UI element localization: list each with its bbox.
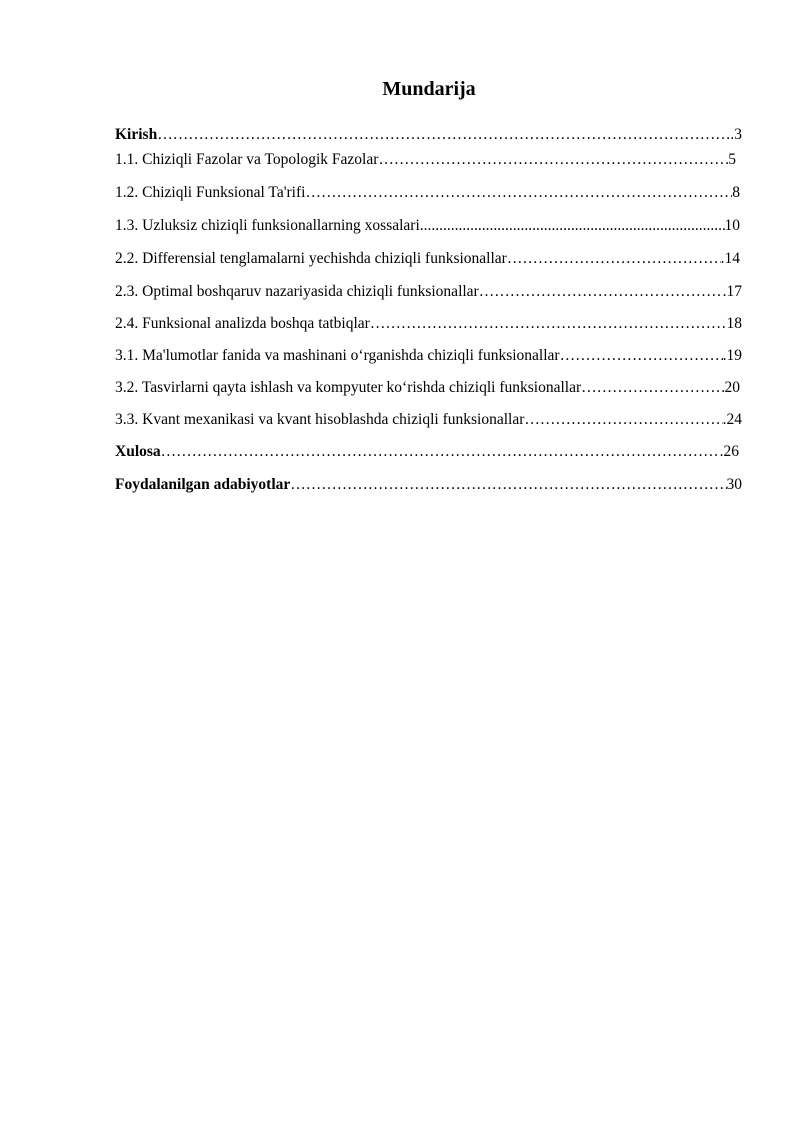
toc-entry-page: 30 (726, 476, 742, 493)
toc-entry-page: .24 (722, 411, 742, 428)
toc-entry-2-3 (115, 281, 742, 303)
toc-entry-2-2 (115, 248, 740, 270)
toc-leader (507, 248, 721, 270)
toc-entry-page: .14 (720, 250, 740, 267)
toc-entry-1-2 (115, 182, 740, 204)
toc-entry-2-4 (115, 313, 742, 335)
toc-leader (479, 281, 723, 303)
toc-leader (305, 182, 732, 204)
toc-entry-label: 3.1. Ma'lumotlar fanida va mashinani o‘rganishda chiziqli funksionallar (115, 347, 560, 364)
toc-entry-page: 5 (728, 151, 736, 168)
page-title: Mundarija (382, 78, 476, 100)
toc-entry-page: .17 (722, 283, 742, 300)
toc-entry-label: 2.2. Differensial tenglamalarni yechishda chiziqli funksionallar (115, 250, 507, 267)
toc-leader (581, 377, 724, 399)
toc-entry-label: Xulosa (115, 443, 161, 460)
toc-entry-3-1 (115, 345, 742, 367)
toc-entry-3-2 (115, 377, 740, 399)
toc-entry-page: .26 (719, 443, 739, 460)
toc-entry-label: 1.2. Chiziqli Funksional Ta'rifi (115, 184, 306, 201)
toc-entry-page: 10 (724, 217, 740, 234)
toc-entry-label: 1.3. Uzluksiz chiziqli funksionallarning xossalari (115, 217, 420, 234)
toc-entry-3-3 (115, 409, 742, 431)
toc-leader (524, 409, 722, 431)
toc-entry-label: 1.1. Chiziqli Fazolar va Topologik Fazolar (115, 151, 379, 168)
toc-entry-foydalanilgan-adabiyotlar (115, 474, 742, 496)
toc-entry-label: Kirish (115, 126, 158, 143)
toc-entry-1-3 (115, 215, 740, 237)
toc-entry-label: 2.4. Funksional analizda boshqa tatbiqlar (115, 315, 370, 332)
toc-leader (157, 124, 730, 146)
toc-entry-page: 20 (724, 379, 740, 396)
toc-leader (420, 215, 725, 237)
toc-leader (290, 474, 726, 496)
toc-leader (370, 313, 727, 335)
toc-entry-label: 3.2. Tasvirlarni qayta ishlash va kompyuter ko‘rishda chiziqli funksionallar (115, 379, 582, 396)
toc-entry-1-1 (115, 149, 736, 171)
toc-entry-kirish (115, 124, 742, 146)
toc-entry-xulosa (115, 441, 739, 463)
toc-entry-label: Foydalanilgan adabiyotlar (115, 476, 291, 493)
toc-entry-page: .3 (730, 126, 742, 143)
toc-entry-label: 2.3. Optimal boshqaruv nazariyasida chiziqli funksionallar (115, 283, 479, 300)
toc-entry-label: 3.3. Kvant mexanikasi va kvant hisoblashda chiziqli funksionallar (115, 411, 525, 428)
toc-entry-page: 8 (732, 184, 740, 201)
toc-entry-page: .19 (722, 347, 742, 364)
toc-entry-page: 18 (726, 315, 742, 332)
toc-leader (161, 441, 720, 463)
toc-leader (560, 345, 723, 367)
toc-leader (378, 149, 728, 171)
